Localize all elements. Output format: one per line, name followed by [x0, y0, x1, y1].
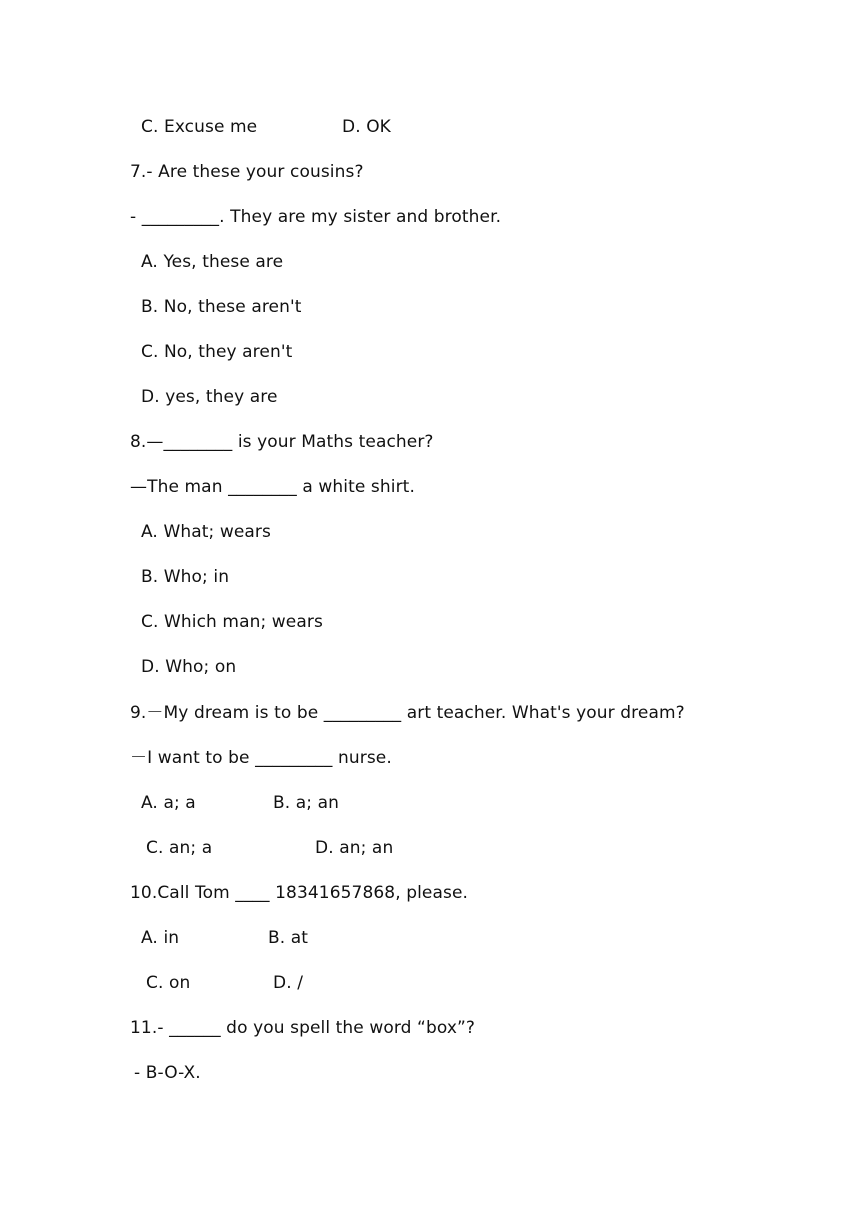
q8-option-b: B. Who; in	[141, 567, 230, 587]
q9-option-c: C. an; a	[146, 838, 213, 858]
q8-reply: —The man ________ a white shirt.	[130, 477, 415, 497]
q11-stem: 11.- ______ do you spell the word “box”?	[130, 1018, 476, 1038]
q7-option-b: B. No, these aren't	[141, 297, 302, 317]
q8-option-c: C. Which man; wears	[141, 612, 323, 632]
q7-option-a: A. Yes, these are	[141, 252, 284, 272]
q7-option-c: C. No, they aren't	[141, 342, 293, 362]
q6-option-c: C. Excuse me	[141, 117, 258, 137]
q7-stem: 7.- Are these your cousins?	[130, 162, 364, 182]
q9-option-a: A. a; a	[141, 793, 196, 813]
q8-option-d: D. Who; on	[141, 657, 237, 677]
q9-option-d: D. an; an	[315, 838, 394, 858]
q8-option-a: A. What; wears	[141, 522, 271, 542]
q10-option-b: B. at	[268, 928, 309, 948]
q8-stem: 8.—________ is your Maths teacher?	[130, 432, 434, 452]
q6-option-d: D. OK	[342, 117, 391, 137]
q9-option-b: B. a; an	[273, 793, 340, 813]
q11-reply: - B-O-X.	[134, 1063, 201, 1083]
q10-option-a: A. in	[141, 928, 180, 948]
q7-option-d: D. yes, they are	[141, 387, 278, 407]
q10-option-c: C. on	[146, 973, 191, 993]
q10-option-d: D. /	[273, 973, 304, 993]
q9-reply: －I want to be _________ nurse.	[130, 748, 392, 768]
q10-stem: 10.Call Tom ____ 18341657868, please.	[130, 883, 469, 903]
q7-reply: - _________. They are my sister and brother.	[130, 207, 502, 227]
q9-stem: 9.－My dream is to be _________ art teacher. What's your dream?	[130, 703, 685, 723]
